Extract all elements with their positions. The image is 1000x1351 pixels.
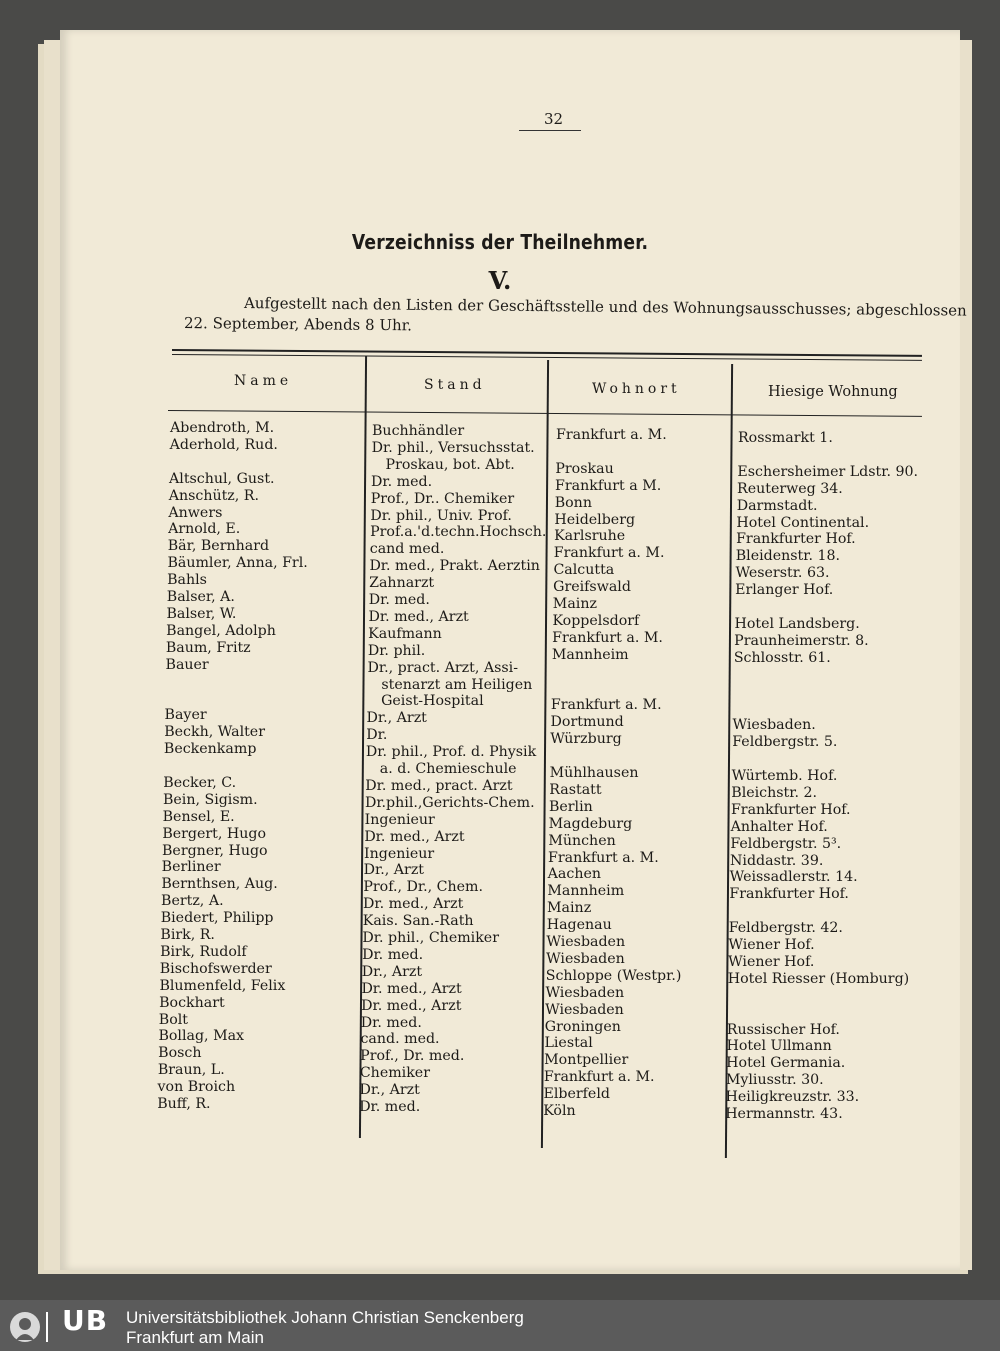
stands-cell: Dr. med., Arzt <box>368 608 469 625</box>
stands-cell: Dr. phil. <box>367 642 426 659</box>
places-cell: Köln <box>543 1103 576 1119</box>
lodgings-cell: Frankfurter Hof. <box>729 886 849 903</box>
names-cell: Bockhart <box>159 994 225 1011</box>
stands-cell: Kaufmann <box>368 625 442 642</box>
stands-cell: Proskau, bot. Abt. <box>371 456 515 473</box>
stands-cell: Dr. med., Prakt. Aerztin <box>369 558 540 575</box>
library-footer <box>0 1300 1000 1351</box>
header-wohnort: Wohnort <box>592 381 681 397</box>
lodgings-cell: Wiener Hof. <box>728 953 815 970</box>
stands-cell: Dr., Arzt <box>366 710 427 727</box>
names-cell: Bein, Sigism. <box>162 791 258 808</box>
lodgings-cell: Reuterweg 34. <box>737 480 843 497</box>
places-cell: Karlsruhe <box>554 528 626 545</box>
footer-institution: Universitätsbibliothek Johann Christian Senckenberg <box>126 1308 524 1327</box>
lodgings-cell: Niddastr. 39. <box>730 852 824 869</box>
intro-line-1: Aufgestellt nach den Listen der Geschäftsstelle und des Wohnungsausschusses; abgeschlossen <box>243 294 967 320</box>
lodgings-cell: Würtemb. Hof. <box>731 768 838 784</box>
places-cell: Berlin <box>548 798 593 815</box>
lodgings-cell: Schlosstr. 61. <box>733 649 831 666</box>
places-cell: Magdeburg <box>548 815 633 832</box>
lodgings-cell: Praunheimerstr. 8. <box>734 632 869 649</box>
lodgings-cell: Darmstadt. <box>736 497 818 514</box>
places-cell: Frankfurt a. M. <box>553 545 665 562</box>
lodgings-cell: Frankfurter Hof. <box>736 531 856 548</box>
stands-cell: Dr. med., Arzt <box>364 828 465 845</box>
places-cell: Heidelberg <box>554 511 636 528</box>
stands-cell: Dr. med. <box>359 1099 421 1115</box>
names-cell: Bosch <box>158 1045 202 1062</box>
stands-cell: Chemiker <box>359 1065 430 1082</box>
names-cell: Bernthsen, Aug. <box>161 876 278 893</box>
places-cell: Frankfurt a. M. <box>552 629 663 646</box>
places-cell: Calcutta <box>553 562 615 579</box>
stands-cell: Dr., pract. Arzt, Assi- <box>367 659 518 676</box>
places-cell: Greifswald <box>553 579 631 596</box>
stands-cell: Dr. med. <box>368 592 430 608</box>
page-title: Verzeichniss der Theilnehmer. <box>351 230 649 254</box>
names-cell: Balser, A. <box>166 589 235 605</box>
names-cell: Altschul, Gust. <box>169 470 275 487</box>
stands-cell: cand med. <box>369 541 445 558</box>
lodgings-cell: Myliusstr. 30. <box>725 1072 824 1089</box>
places-cell: Elberfeld <box>543 1086 610 1103</box>
stands-cell: Dr.phil.,Gerichts-Chem. <box>364 794 535 811</box>
names-cell: Birk, Rudolf <box>160 943 247 960</box>
lodgings-cell: Frankfurter Hof. <box>730 801 851 818</box>
lodgings-cell: Erlanger Hof. <box>735 582 834 599</box>
names-cell: Bollag, Max <box>158 1028 245 1045</box>
footer-city: Frankfurt am Main <box>126 1328 264 1347</box>
section-number: V. <box>488 266 512 295</box>
lodgings-cell: Hotel Landsberg. <box>734 615 860 632</box>
stands-cell: Dr. phil., Prof. d. Physik <box>365 744 537 761</box>
lodgings-cell: Wiener Hof. <box>728 937 815 953</box>
lodgings-cell: Feldbergstr. 5. <box>732 734 838 751</box>
names-cell: Bertz, A. <box>161 893 224 910</box>
header-name: Name <box>234 373 293 389</box>
ub-logo-text: UB <box>62 1304 109 1337</box>
stands-cell: Dr., Arzt <box>361 963 423 980</box>
names-cell: Birk, R. <box>160 927 215 943</box>
places-cell: Wiesbaden <box>545 984 625 1001</box>
names-cell: Bensel, E. <box>162 808 235 825</box>
places-cell: Rastatt <box>549 781 602 798</box>
lodgings-cell: Hotel Germania. <box>726 1055 846 1072</box>
stands-cell: Ingenieur <box>364 811 435 828</box>
places-cell: Mannheim <box>551 646 629 663</box>
stands-cell: Dr. med. <box>360 1014 422 1031</box>
stands-cell: Dr. phil., Univ. Prof. <box>370 507 512 524</box>
stands-cell: Dr. med., pract. Arzt <box>365 777 513 794</box>
header-stand: Stand <box>424 377 486 393</box>
lodgings-cell: Bleidenstr. 18. <box>735 548 841 565</box>
places-cell: Frankfurt a. M. <box>556 427 667 443</box>
lodgings-cell: Rossmarkt 1. <box>738 430 833 446</box>
stands-cell: stenarzt am Heiligen <box>367 676 533 693</box>
names-cell: Becker, C. <box>163 774 237 791</box>
names-cell: Beckh, Walter <box>164 724 265 741</box>
lodgings-cell: Hotel Riesser (Homburg) <box>727 970 910 987</box>
places-cell: Mannheim <box>547 883 625 900</box>
stands-cell: Dr. <box>366 727 388 744</box>
stands-cell: Dr. med., Arzt <box>363 896 464 913</box>
stands-cell: Dr. med. <box>362 946 424 963</box>
places-cell: Liestal <box>544 1035 593 1052</box>
places-cell: Frankfurt a M. <box>555 477 662 494</box>
names-cell: Beckenkamp <box>163 741 257 758</box>
names-cell: Bangel, Adolph <box>166 622 276 639</box>
stands-cell: Prof., Dr. med. <box>360 1048 465 1065</box>
stands-cell: a. d. Chemieschule <box>365 761 517 777</box>
names-cell: Aderhold, Rud. <box>169 436 278 453</box>
places-cell: Wiesbaden <box>546 950 625 967</box>
header-wohnung: Hiesige Wohnung <box>768 384 898 400</box>
names-cell: Bäumler, Anna, Frl. <box>167 555 308 572</box>
names-cell: Bergert, Hugo <box>162 825 267 842</box>
places-cell: Hagenau <box>546 917 612 934</box>
names-cell: Arnold, E. <box>168 521 241 538</box>
names-cell: Biedert, Philipp <box>160 910 274 927</box>
names-cell: Buff, R. <box>157 1096 211 1112</box>
names-cell: Baum, Fritz <box>165 639 251 656</box>
page-number: 32 <box>544 110 564 128</box>
places-cell: Wiesbaden <box>546 934 626 950</box>
stands-cell: Dr., Arzt <box>359 1082 420 1099</box>
names-cell: Bär, Bernhard <box>167 538 270 555</box>
lodgings-cell: Weserstr. 63. <box>735 565 830 582</box>
names-cell: Anwers <box>168 504 223 521</box>
lodgings-cell: Weissadlerstr. 14. <box>729 869 858 886</box>
places-cell: Frankfurt a. M. <box>548 849 659 866</box>
names-cell: Blumenfeld, Felix <box>159 977 286 994</box>
stands-cell: Dr. phil., Chemiker <box>362 930 499 946</box>
lodgings-cell: Hotel Continental. <box>736 514 870 531</box>
names-cell: Bauer <box>165 656 209 673</box>
places-cell: Aachen <box>547 866 601 883</box>
stands-cell: Prof., Dr.. Chemiker <box>370 490 515 507</box>
places-cell: Wiesbaden <box>545 1001 624 1018</box>
lodgings-cell: Feldbergstr. 42. <box>728 920 843 937</box>
stands-cell: Dr. med. <box>371 473 433 490</box>
stands-cell: Ingenieur <box>364 845 435 862</box>
places-cell: Bonn <box>554 494 592 511</box>
lodgings-cell: Anhalter Hof. <box>730 818 828 835</box>
places-cell: Montpellier <box>544 1052 629 1069</box>
lodgings-cell: Russischer Hof. <box>726 1021 840 1038</box>
names-cell: Bahls <box>167 572 207 589</box>
names-cell: Berliner <box>161 859 221 876</box>
places-cell: Würzburg <box>550 731 622 748</box>
places-cell: Schloppe (Westpr.) <box>545 967 682 984</box>
names-cell: Braun, L. <box>157 1062 225 1079</box>
stands-cell: Zahnarzt <box>369 575 435 592</box>
places-cell: Frankfurt a. M. <box>543 1069 655 1086</box>
names-cell: Abendroth, M. <box>170 420 275 436</box>
stands-cell: cand. med. <box>360 1031 440 1048</box>
names-cell: von Broich <box>157 1079 236 1096</box>
places-cell: München <box>548 832 616 849</box>
names-cell: Balser, W. <box>166 605 237 622</box>
stands-cell: Prof.a.'d.techn.Hochsch. <box>370 524 547 541</box>
places-cell: Dortmund <box>550 714 624 731</box>
intro-line-2: 22. September, Abends 8 Uhr. <box>183 314 413 335</box>
names-cell: Bolt <box>158 1011 189 1028</box>
page-number-rule <box>519 130 581 131</box>
places-cell: Mühlhausen <box>549 765 639 781</box>
stands-cell: Dr. med., Arzt <box>361 997 462 1014</box>
stands-cell: Dr. med., Arzt <box>361 980 462 997</box>
places-cell: Groningen <box>544 1018 621 1035</box>
lodgings-cell: Heiligkreuzstr. 33. <box>725 1089 860 1106</box>
lodgings-cell: Hotel Ullmann <box>726 1038 832 1055</box>
lodgings-cell: Feldbergstr. 5³. <box>730 835 842 852</box>
stands-cell: Dr. phil., Versuchsstat. <box>371 439 535 456</box>
stands-cell: Dr., Arzt <box>363 862 425 879</box>
names-cell: Bayer <box>164 707 207 724</box>
stands-cell: Kais. San.-Rath <box>362 913 474 930</box>
names-cell: Bischofswerder <box>159 960 272 977</box>
stands-cell: Prof., Dr., Chem. <box>363 879 483 896</box>
stands-cell: Buchhändler <box>372 423 465 439</box>
names-cell: Bergner, Hugo <box>162 842 268 859</box>
places-cell: Mainz <box>547 900 592 917</box>
lodgings-cell: Hermannstr. 43. <box>725 1106 843 1122</box>
places-cell: Frankfurt a. M. <box>550 697 662 714</box>
names-cell: Anschütz, R. <box>168 487 259 504</box>
lodgings-cell: Eschersheimer Ldstr. 90. <box>737 463 919 480</box>
lodgings-cell: Bleichstr. 2. <box>731 784 818 801</box>
stands-cell: Geist-Hospital <box>366 693 484 710</box>
places-cell: Proskau <box>555 460 614 477</box>
places-cell: Mainz <box>552 596 597 612</box>
places-cell: Koppelsdorf <box>552 612 640 629</box>
lodgings-cell: Wiesbaden. <box>732 717 816 734</box>
